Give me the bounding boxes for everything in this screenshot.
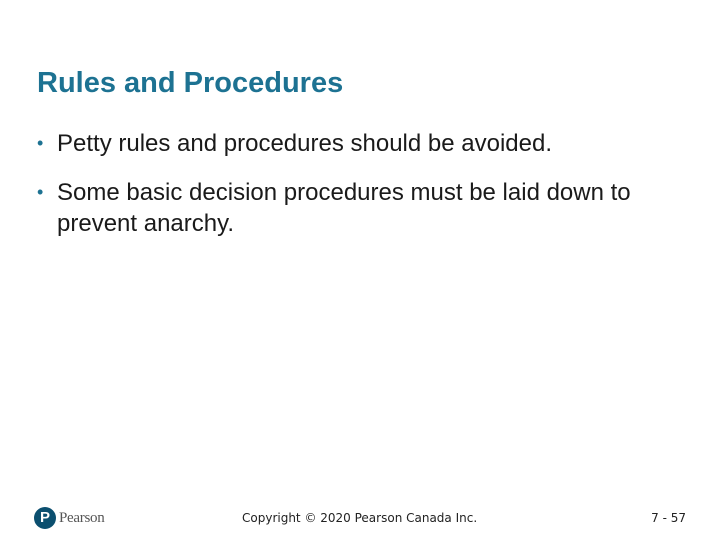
bullet-item	[37, 177, 677, 239]
slide-footer	[0, 505, 720, 531]
bullet-text: Some basic decision procedures must be laid down to prevent anarchy.	[57, 179, 631, 237]
pearson-logo-icon: P	[34, 507, 56, 529]
pearson-logo	[34, 506, 104, 530]
bullet-marker: •	[37, 182, 44, 202]
bullet-item	[37, 128, 677, 159]
bullet-list	[37, 128, 677, 257]
copyright-notice: Copyright © 2020 Pearson Canada Inc.	[242, 511, 478, 525]
bullet-marker: •	[37, 133, 44, 153]
bullet-text: Petty rules and procedures should be avoided.	[57, 130, 552, 157]
page-number: 7 - 57	[651, 511, 686, 525]
pearson-wordmark: Pearson	[59, 509, 105, 526]
slide-title: Rules and Procedures	[37, 67, 344, 99]
